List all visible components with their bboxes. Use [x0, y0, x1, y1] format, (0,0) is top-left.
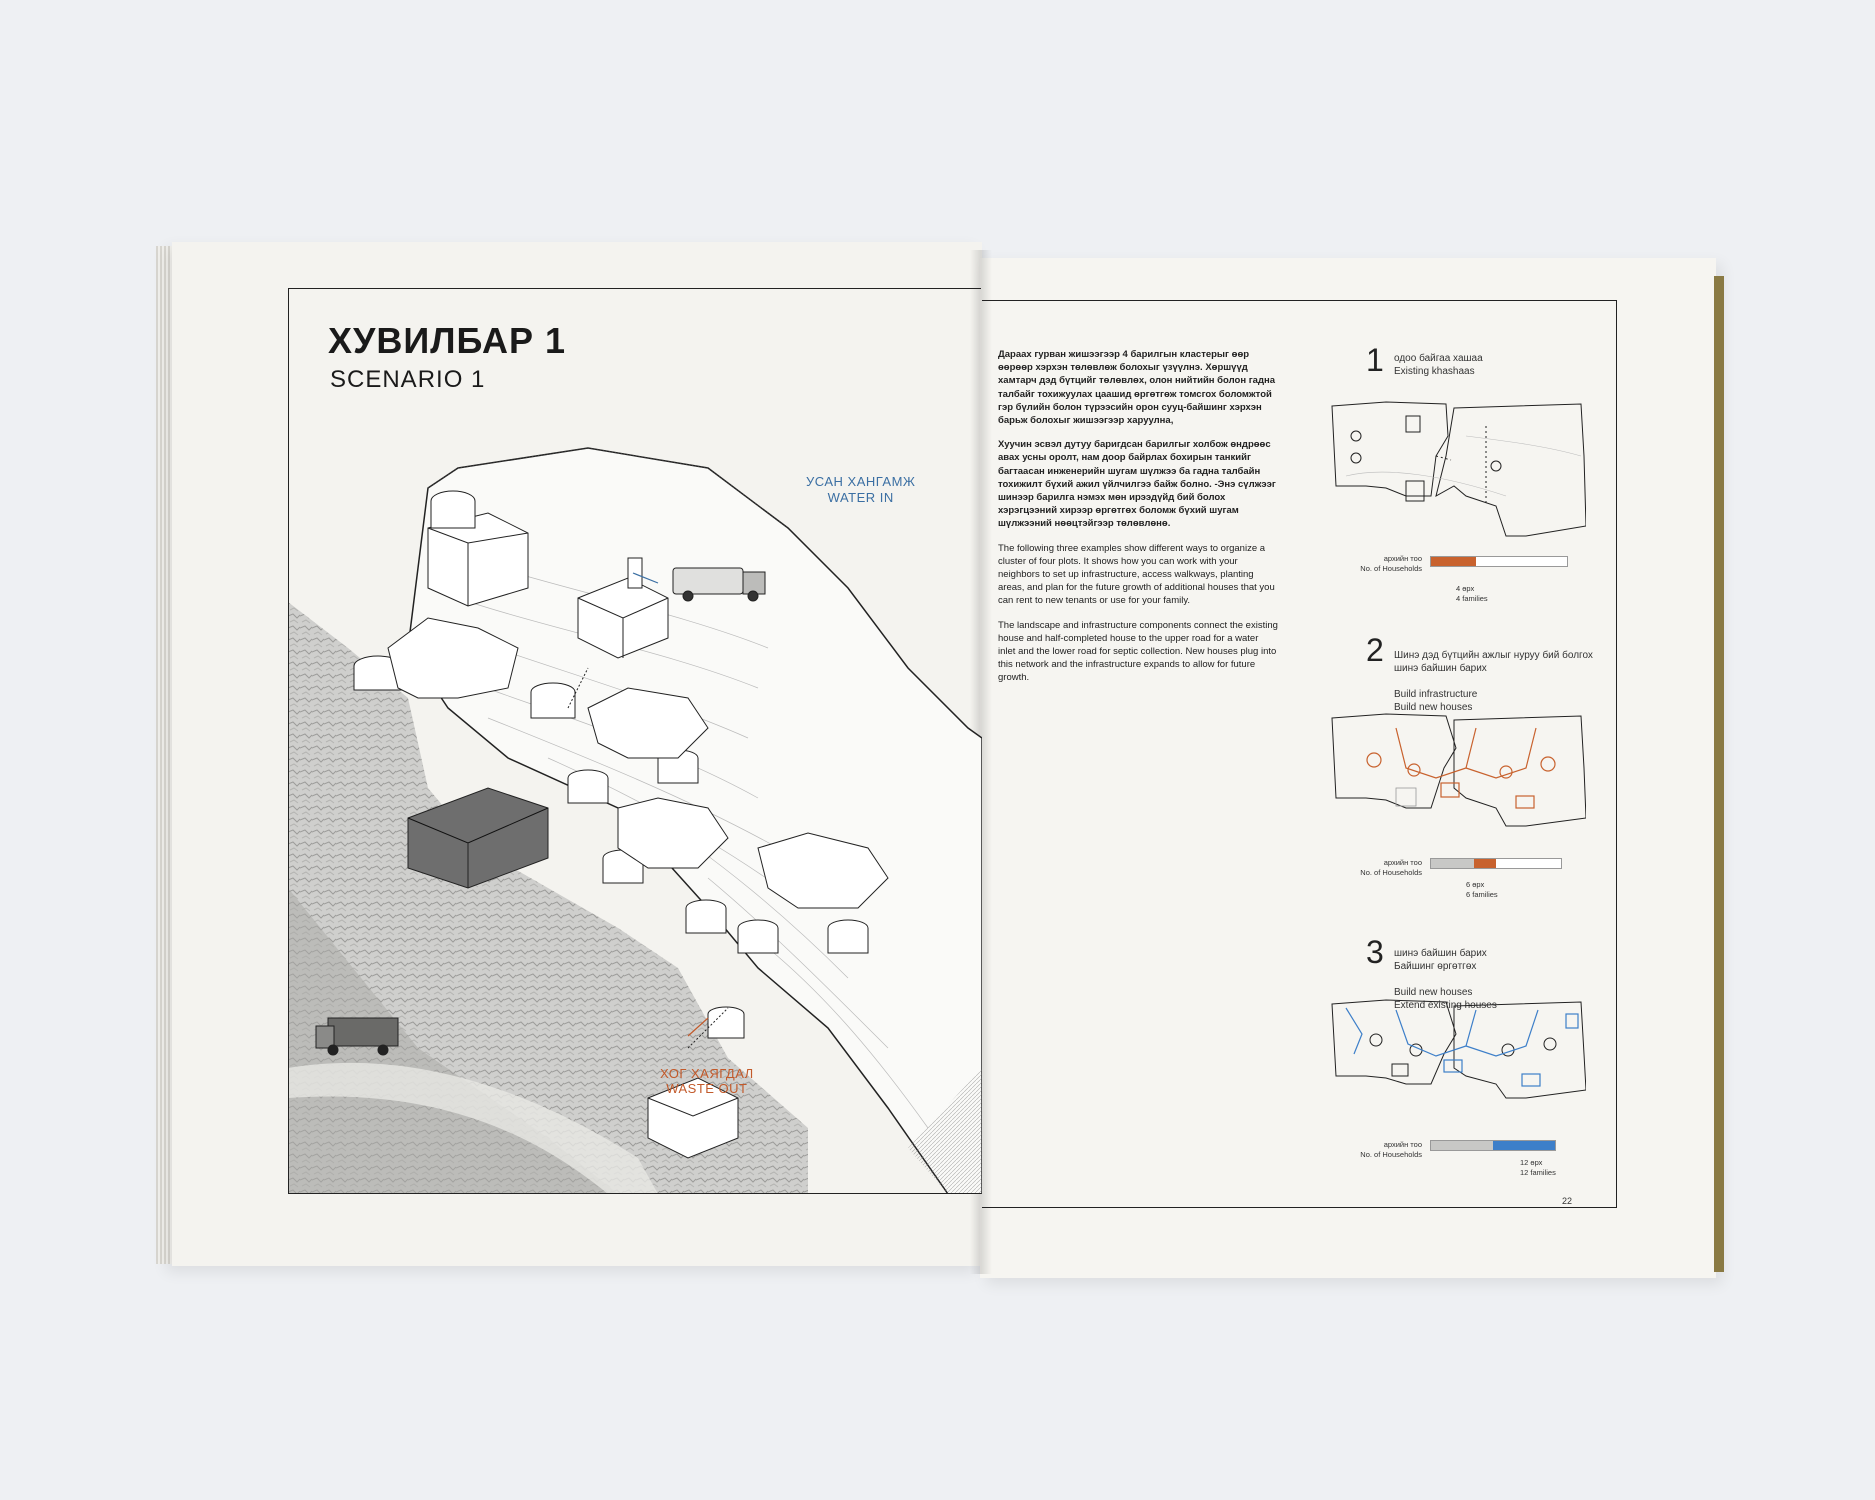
- step-2-number: 2: [1366, 632, 1384, 668]
- step-2-households-value: [1466, 880, 1498, 900]
- waste-out-label: [660, 1066, 754, 1096]
- water-label-mn: УСАН ХАНГАМЖ: [806, 474, 916, 489]
- step-3-households-bar: [1430, 1140, 1556, 1151]
- new-households-segment: [1431, 557, 1476, 566]
- step-1-label-mn: одоо байгаа хашаа: [1394, 353, 1483, 364]
- step-3-label-en: Build new houses Extend existing houses: [1394, 987, 1497, 1011]
- step-2-bar-label-en: No. of Households: [1360, 868, 1422, 877]
- paragraph-en-2: The landscape and infrastructure components connect the existing house and half-completed house to the upper road for a water inlet and the lower road for septic collection. New houses plug into this network and the infrastructure expands to allow for future growth.: [998, 619, 1278, 684]
- existing-households-segment: [1431, 859, 1474, 868]
- step-2-value-mn: 6 өрх: [1466, 880, 1485, 889]
- water-in-label: [806, 474, 915, 506]
- page-number: 22: [1562, 1196, 1573, 1206]
- step-2-bar-label: [1320, 858, 1422, 878]
- step-2-value-en: 6 families: [1466, 890, 1498, 899]
- step-3-households-value: [1520, 1158, 1556, 1178]
- step-1-number: 1: [1366, 342, 1384, 378]
- waste-label-mn: ХОГ ХАЯГДАЛ: [660, 1066, 754, 1081]
- paragraph-en-1: The following three examples show different ways to organize a cluster of four plots. It shows how you can work with your neighbors to set up infrastructure, access walkways, planting areas, and plan for the future growth of additional houses that you can rent to new tenants or use for your family.: [998, 542, 1275, 607]
- step-3-bar-label-en: No. of Households: [1360, 1150, 1422, 1159]
- step-3-value-en: 12 families: [1520, 1168, 1556, 1177]
- step-3-number: 3: [1366, 934, 1384, 970]
- step-1-plan-diagram: [1326, 396, 1586, 546]
- scenario-title-mn: ХУВИЛБАР 1: [328, 320, 567, 361]
- step-2-label-mn: Шинэ дэд бүтцийн ажлыг нуруу бий болгох шинэ байшин барих: [1394, 650, 1593, 674]
- step-1-bar-label: [1320, 554, 1422, 574]
- water-label-en: WATER IN: [827, 490, 894, 505]
- step-1-bar-label-mn: архийн тоо: [1383, 554, 1422, 563]
- step-1-value-mn: 4 өрх: [1456, 584, 1475, 593]
- step-1-bar-label-en: No. of Households: [1360, 564, 1422, 573]
- paragraph-mn-1: Дараах гурван жишээгээр 4 барилгын кластерыг өөр өөрөөр хэрхэн төлөвлөж болохыг үзүүлнэ. Хөршүүд хамтарч дэд бүтцийг төлөвлөх, олон нийтийн болон гадна талбайг тохижуулах цаашид өргөтгөж томсгох боломжтой гэр бүлийн болон түрээсийн орон сууц-байшинг хэрхэн барьж болохыг жишээгээр харуулна,: [998, 349, 1276, 427]
- step-3-value-mn: 12 өрх: [1520, 1158, 1543, 1167]
- step-1-households-value: [1456, 584, 1488, 604]
- step-1-households-bar: [1430, 556, 1568, 567]
- left-page-frame: [288, 288, 981, 1194]
- step-1-label: [1394, 352, 1483, 378]
- new-households-segment: [1474, 859, 1496, 868]
- step-3-bar-label-mn: архийн тоо: [1383, 1140, 1422, 1149]
- step-1-value-en: 4 families: [1456, 594, 1488, 603]
- step-1-label-en: Existing khashaas: [1394, 366, 1475, 377]
- description-text: [998, 348, 1278, 696]
- paragraph-mn-2: Хуучин эсвэл дутуу баригдсан барилгыг холбож өндрөөс авах усны оролт, нам доор байрлах бохирын танкийг багтаасан инженерийн шугам шүлжээ ба гадна талбайн тохижилт бүхий ажил үйлчилгээ байж болно. -Энэ сүлжээг шинээр барилга нэмэх мөн ирээдүйд бий болох хэрэгцээний хирээр өргөтгөх боломж бүхий шугам шүлжээний нөөцтэйгээр төлөвлөнө.: [998, 439, 1276, 530]
- step-2-bar-label-mn: архийн тоо: [1383, 858, 1422, 867]
- step-3-label-mn: шинэ байшин барих Байшинг өргөтгөх: [1394, 948, 1487, 972]
- step-2-households-bar: [1430, 858, 1562, 869]
- new-households-segment: [1493, 1141, 1555, 1150]
- step-3-plan-diagram: [1326, 994, 1586, 1104]
- waste-label-en: WASTE OUT: [666, 1081, 748, 1096]
- existing-households-segment: [1431, 1141, 1493, 1150]
- step-2-plan-diagram: [1326, 708, 1586, 838]
- step-2-label-en: Build infrastructure Build new houses: [1394, 689, 1478, 713]
- back-cover-edge: [1714, 276, 1724, 1272]
- step-3-bar-label: [1320, 1140, 1422, 1160]
- scenario-title-en: SCENARIO 1: [330, 366, 486, 393]
